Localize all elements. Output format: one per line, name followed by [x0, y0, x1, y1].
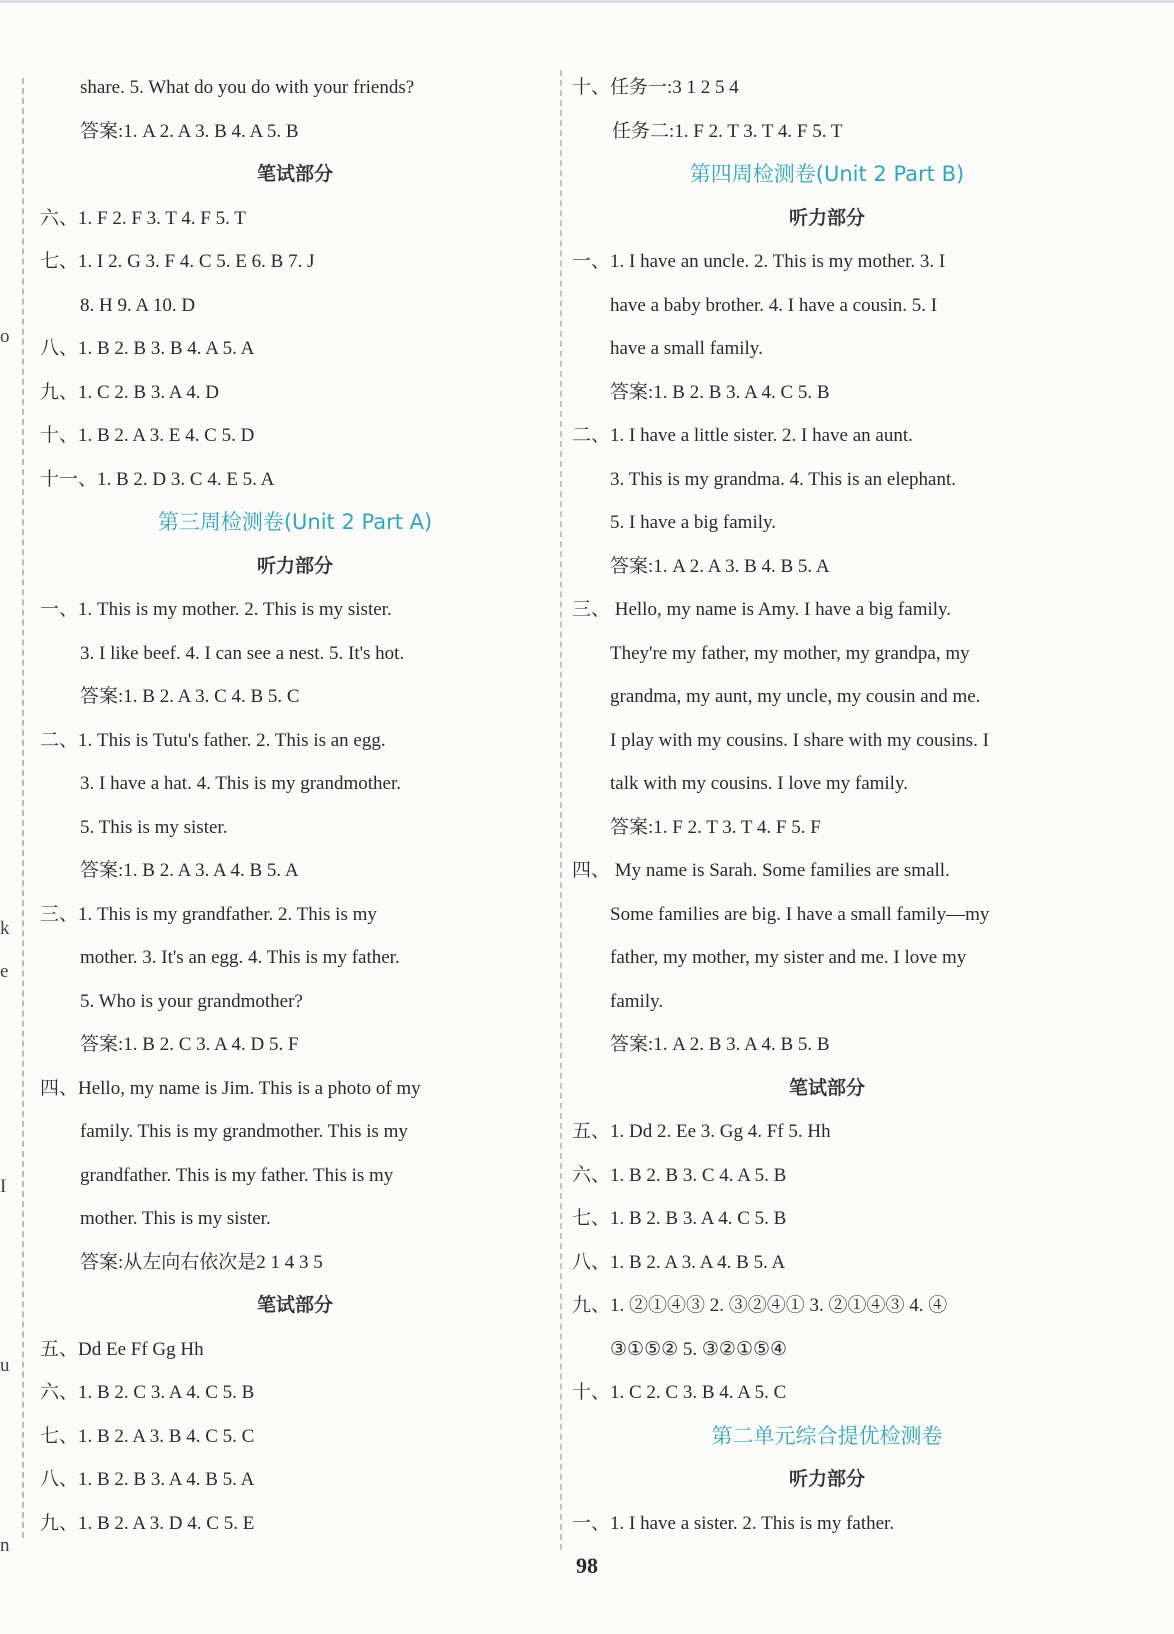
- answer-line: 答案:1. B 2. C 3. A 4. D 5. F: [80, 1034, 299, 1055]
- answer-line: family.: [610, 990, 664, 1012]
- subsection-heading: 听力部分: [788, 206, 865, 229]
- answer-line: 五、1. Dd 2. Ee 3. Gg 4. Ff 5. Hh: [572, 1121, 831, 1142]
- left-edge-letter: k: [0, 918, 10, 939]
- answer-line: mother. This is my sister.: [80, 1208, 271, 1229]
- left-edge-letter: e: [0, 961, 9, 982]
- answer-line: 十、1. B 2. A 3. E 4. C 5. D: [40, 425, 255, 446]
- answer-line: 八、1. B 2. B 3. A 4. B 5. A: [40, 1469, 255, 1490]
- subsection-heading: 笔试部分: [788, 1076, 865, 1099]
- column-divider: [560, 70, 562, 1550]
- answer-line: 答案:1. F 2. T 3. T 4. F 5. F: [610, 816, 821, 838]
- answer-line: family. This is my grandmother. This is my: [80, 1121, 408, 1142]
- left-edge-letter: o: [0, 326, 10, 347]
- answer-line: 九、1. C 2. B 3. A 4. D: [40, 381, 219, 403]
- answer-line: father, my mother, my sister and me. I love my: [610, 947, 967, 968]
- answer-line: have a small family.: [610, 338, 763, 359]
- answer-line: 答案:1. B 2. B 3. A 4. C 5. B: [610, 381, 830, 403]
- page-number: 98: [576, 1553, 598, 1578]
- answer-line: 任务二:1. F 2. T 3. T 4. F 5. T: [612, 120, 843, 142]
- right-column: [572, 66, 1082, 1545]
- subsection-heading: 听力部分: [256, 554, 333, 577]
- answer-line: 五、Dd Ee Ff Gg Hh: [40, 1338, 204, 1360]
- answer-line: 答案:1. B 2. A 3. A 4. B 5. A: [80, 860, 299, 881]
- left-margin-line: [22, 78, 24, 1538]
- answer-line: 3. This is my grandma. 4. This is an elephant.: [610, 468, 957, 490]
- answer-line: 3. I like beef. 4. I can see a nest. 5. It's hot.: [80, 642, 405, 664]
- answer-line: ③①⑤② 5. ③②①⑤④: [610, 1338, 788, 1360]
- answer-line: 一、1. This is my mother. 2. This is my sister.: [40, 599, 392, 620]
- answer-line: 三、1. This is my grandfather. 2. This is my: [40, 903, 377, 925]
- answer-line: They're my father, my mother, my grandpa, my: [610, 642, 970, 664]
- answer-line: share. 5. What do you do with your friends?: [80, 77, 415, 98]
- answer-line: 答案:1. A 2. A 3. B 4. A 5. B: [80, 120, 299, 142]
- subsection-heading: 听力部分: [788, 1468, 865, 1490]
- answer-line: 5. Who is your grandmother?: [80, 990, 303, 1012]
- answer-line: 8. H 9. A 10. D: [80, 294, 196, 316]
- answer-line: 六、1. B 2. B 3. C 4. A 5. B: [572, 1164, 787, 1186]
- answer-line: 二、1. I have a little sister. 2. I have an aunt.: [572, 425, 913, 446]
- answer-line: grandma, my aunt, my uncle, my cousin and me.: [610, 686, 981, 707]
- answer-line: 四、Hello, my name is Jim. This is a photo of my: [40, 1077, 421, 1099]
- answer-line: 九、1. B 2. A 3. D 4. C 5. E: [40, 1512, 255, 1534]
- section-title: 第三周检测卷(Unit 2 Part A): [157, 510, 433, 534]
- answer-line: 答案:从左向右依次是2 1 4 3 5: [80, 1251, 323, 1273]
- answer-line: 七、1. I 2. G 3. F 4. C 5. E 6. B 7. J: [40, 251, 315, 272]
- answer-line: 八、1. B 2. A 3. A 4. B 5. A: [572, 1251, 786, 1273]
- answer-line: 一、1. I have an uncle. 2. This is my mother. 3. I: [572, 251, 946, 272]
- answer-line: 七、1. B 2. B 3. A 4. C 5. B: [572, 1208, 787, 1229]
- answer-line: 八、1. B 2. B 3. B 4. A 5. A: [40, 338, 255, 359]
- answer-line: 六、1. B 2. C 3. A 4. C 5. B: [40, 1382, 255, 1403]
- left-edge-letter: I: [0, 1176, 7, 1197]
- section-title: 第四周检测卷(Unit 2 Part B): [689, 162, 965, 186]
- left-edge-letter: u: [0, 1355, 10, 1376]
- answer-line: Some families are big. I have a small family—my: [610, 903, 990, 925]
- subsection-heading: 笔试部分: [256, 163, 333, 185]
- answer-line: 七、1. B 2. A 3. B 4. C 5. C: [40, 1425, 255, 1447]
- answer-line: 一、1. I have a sister. 2. This is my father.: [572, 1512, 895, 1534]
- answer-line: 十一、1. B 2. D 3. C 4. E 5. A: [40, 468, 275, 490]
- section-title: 第二单元综合提优检测卷: [711, 1423, 943, 1448]
- answer-line: talk with my cousins. I love my family.: [610, 773, 908, 794]
- answer-line: 答案:1. A 2. A 3. B 4. B 5. A: [610, 555, 830, 577]
- answer-line: 5. I have a big family.: [610, 512, 777, 533]
- answer-line: 十、任务一:3 1 2 5 4: [572, 77, 739, 98]
- left-column: [40, 66, 550, 1545]
- answer-line: 四、 My name is Sarah. Some families are small.: [572, 860, 950, 881]
- subsection-heading: 笔试部分: [256, 1294, 333, 1316]
- answer-line: 六、1. F 2. F 3. T 4. F 5. T: [40, 207, 246, 229]
- answer-line: 十、1. C 2. C 3. B 4. A 5. C: [572, 1382, 787, 1403]
- answer-line: have a baby brother. 4. I have a cousin. 5. I: [610, 294, 938, 316]
- answer-line: 3. I have a hat. 4. This is my grandmother.: [80, 773, 402, 794]
- answer-line: mother. 3. It's an egg. 4. This is my father.: [80, 947, 400, 968]
- answer-line: 九、1. ②①④③ 2. ③②④① 3. ②①④③ 4. ④: [572, 1295, 948, 1316]
- left-edge-letter: n: [0, 1535, 10, 1556]
- answer-line: 二、1. This is Tutu's father. 2. This is an egg.: [40, 729, 386, 751]
- answer-line: 三、 Hello, my name is Amy. I have a big family.: [572, 599, 952, 620]
- answer-line: I play with my cousins. I share with my cousins. I: [610, 729, 989, 751]
- answer-line: grandfather. This is my father. This is my: [80, 1164, 394, 1186]
- top-border: [0, 0, 1174, 3]
- answer-line: 答案:1. A 2. B 3. A 4. B 5. B: [610, 1034, 830, 1055]
- answer-line: 5. This is my sister.: [80, 816, 228, 838]
- answer-line: 答案:1. B 2. A 3. C 4. B 5. C: [80, 686, 300, 707]
